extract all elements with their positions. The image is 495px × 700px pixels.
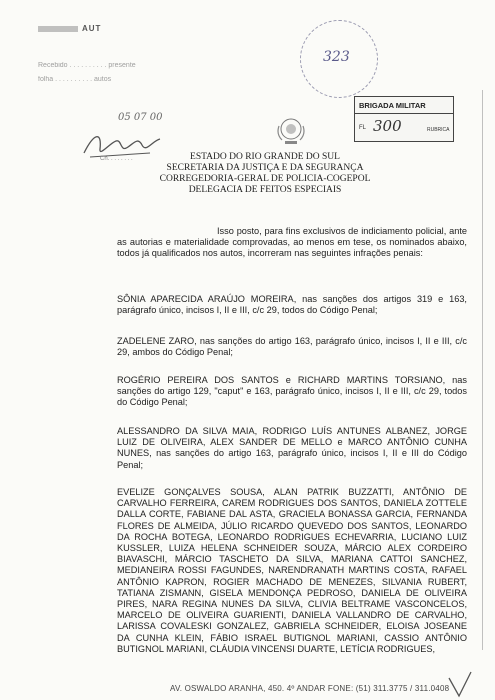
brigada-title: BRIGADA MILITAR <box>359 101 426 110</box>
stamp-line-2: folha . . . . . . . . . . autos <box>38 76 112 83</box>
brigada-divider <box>355 113 453 114</box>
brigada-fl-label: FL <box>359 125 367 131</box>
stamp-title: AUT <box>82 24 102 33</box>
brigada-militar-stamp <box>354 96 454 142</box>
indictment-paragraph-1: SÔNIA APARECIDA ARAÚJO MOREIRA, nas sanções dos artigos 319 e 163, parágrafo único, incisos I, II e III, c/c 29, todos do Código Penal; <box>117 294 467 316</box>
indictment-paragraph-2: ZADELENE ZARO, nas sanções do artigo 163, parágrafo único, incisos I, II e III, c/c 29, ambos do Código Penal; <box>117 336 467 358</box>
stamp-line-1: Recebido . . . . . . . . . . presente <box>38 62 136 69</box>
header-secretaria: SECRETARIA DA JUSTIÇA E DA SEGURANÇA <box>166 163 364 173</box>
header-corregedoria: CORREGEDORIA-GERAL DE POLICIA-COGEPOL <box>159 174 371 184</box>
margin-scrawl <box>482 90 483 650</box>
state-coat-of-arms-icon <box>276 114 306 146</box>
brigada-rubrica-label: RUBRICA <box>427 127 450 133</box>
header-state: ESTADO DO RIO GRANDE DO SUL <box>190 152 340 162</box>
indictment-paragraph-5: EVELIZE GONÇALVES SOUSA, ALAN PATRIK BUZZATTI, ANTÔNIO DE CARVALHO FERREIRA, CAREM RODRIGUES DOS SANTOS, DANIELA ZOTTELE DALLA CORTE, FABIANE DAL ASTA, GRACIELA BONASSA GARCIA, FERNANDA FLORES DE ALMEIDA, JÚLIO RICARDO QUEVEDO DOS SANTOS, LEONARDO DA ROCHA BOTEGA, LEONARDO RODRIGUES ECHEVARRIA, LUCIANO LUIZ KUSSLER, LUIZA HELENA SCHNEIDER SOUZA, MÁRCIO ALEX CORDEIRO BIAVASCHI, MÁRCIO TASCHETO DA SILVA, MARIANA CATTOI SANCHEZ, MEDIANEIRA ROSSI FAGUNDES, NARENDRANATH MARTINS COSTA, RAFAEL ANTÔNIO KAPRON, ROGIER MACHADO DE MENEZES, SILVANIA RUBERT, TATIANA ZISMANN, GISELA MENDONÇA PEDROSO, DANIELA DE OLIVEIRA PIRES, NARA REGINA NUNES DA SILVA, CLIVIA BELTRAME VASCONCELOS, MARCELO DE OLIVEIRA GUARIENTI, DANIELA VALLANDRO DE CARVALHO, LARISSA COVALESKI GONZALEZ, GABRIELA SCHNEIDER, ELOISA JOSEANE DA CUNHA KLEIN, FÁBIO ISRAEL BUTIGNOL MARIANI, CASSIO ANTÔNIO BUTIGNOL MARIANI, CLÁUDIA VINCENSI DUARTE, LETÍCIA RODRIGUES, <box>117 487 467 654</box>
intro-paragraph: Isso posto, para fins exclusivos de indiciamento policial, ante as autorias e materialidade comprovadas, ao menos em tese, os nominados abaixo, todos já qualificados nos autos, incorreram nas seguintes infrações penais: <box>117 226 467 259</box>
page-number-value: 323 <box>323 49 350 65</box>
page-number-stamp <box>300 20 378 98</box>
checkmark-icon <box>445 670 475 700</box>
receipt-stamp <box>30 18 215 168</box>
document-header <box>140 152 390 196</box>
brigada-folio-number: 300 <box>373 117 402 135</box>
footer-address: AV. OSWALDO ARANHA, 450. 4º ANDAR FONE: (51) 311.3775 / 311.0408 <box>170 684 450 693</box>
stamp-date: 05 07 00 <box>118 112 163 123</box>
indictment-paragraph-4: ALESSANDRO DA SILVA MAIA, RODRIGO LUÍS ANTUNES ALBANEZ, JORGE LUIZ DE OLIVEIRA, ALEX SANDER DE MELLO e MARCO ANTÔNIO CUNHA NUNES, nas sanções do artigo 163, parágrafo único, incisos I, II e III do Código Penal; <box>117 426 467 470</box>
indictment-paragraph-3: ROGÉRIO PEREIRA DOS SANTOS e RICHARD MARTINS TORSIANO, nas sanções do artigo 129, "caput" e 163, parágrafo único, incisos I, II e III, c/c 29, todos do Código Penal; <box>117 375 467 408</box>
stamp-bar <box>38 26 78 32</box>
header-delegacia: DELEGACIA DE FEITOS ESPECIAIS <box>188 185 342 195</box>
signature-caption: Ch. . . . . . . . <box>100 156 133 162</box>
